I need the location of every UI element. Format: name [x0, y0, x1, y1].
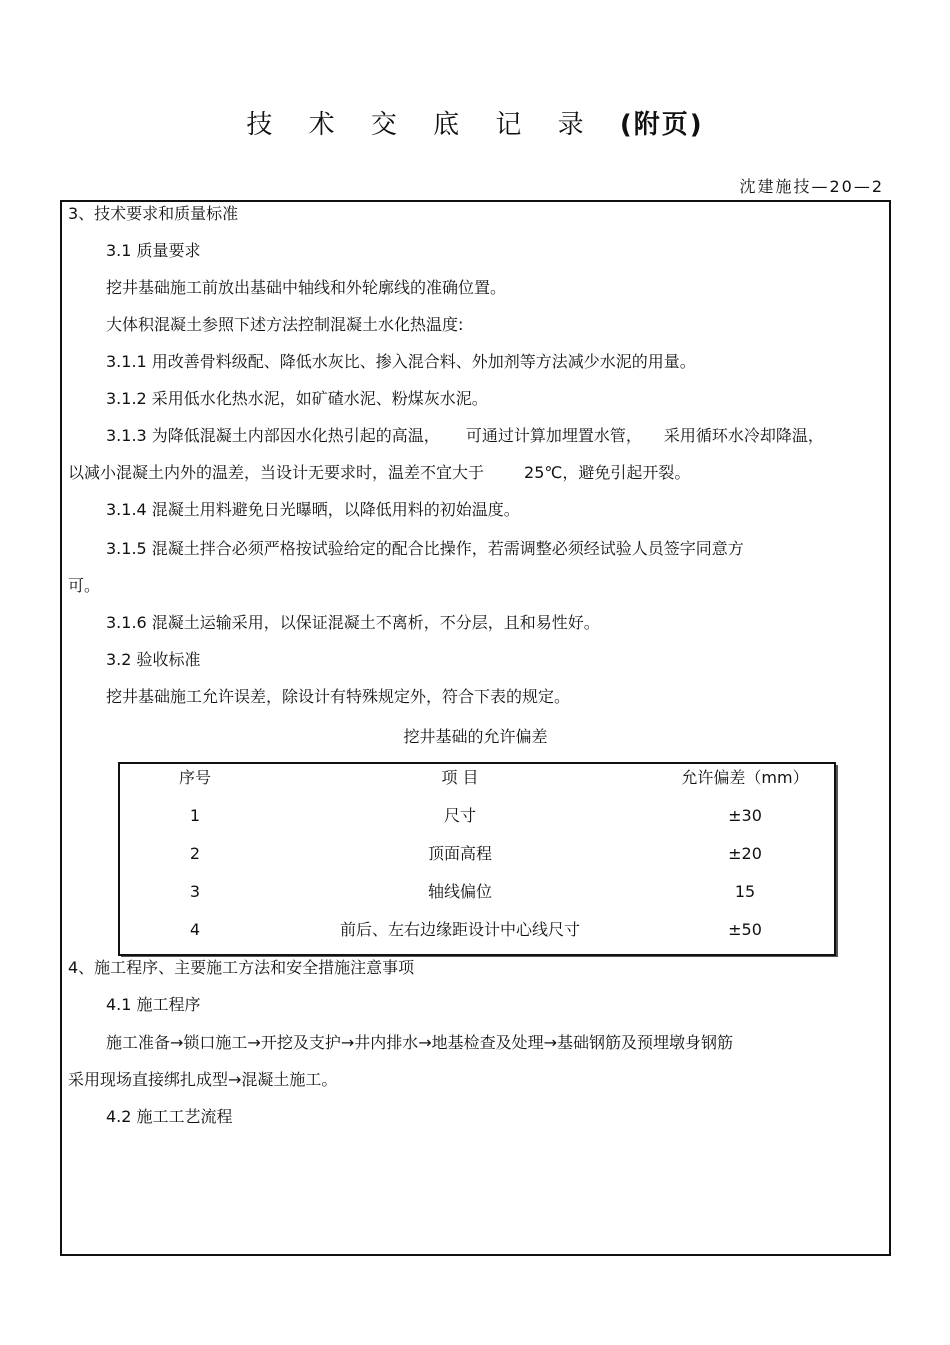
- column-header: 允许偏差（mm）: [681, 768, 809, 787]
- table-cell: 3: [189, 882, 201, 901]
- table-cell: 2: [189, 844, 201, 863]
- item-3-1-3-continued: 以减小混凝土内外的温差，当设计无要求时，温差不宜大于 25℃，避免引起开裂。: [68, 463, 691, 482]
- table-cell: 前后、左右边缘距设计中心线尺寸: [339, 920, 580, 939]
- table-cell: ±30: [728, 806, 762, 825]
- item-3-1-5-continued: 可。: [68, 576, 101, 595]
- table-cell: 15: [734, 882, 756, 901]
- section-4-2-heading: 4.2 施工工艺流程: [106, 1107, 233, 1126]
- table-cell: ±50: [728, 920, 762, 939]
- item-3-1-5: 3.1.5 混凝土拌合必须严格按试验给定的配合比操作，若需调整必须经试验人员签字同意方: [106, 539, 744, 558]
- table-cell: ±20: [728, 844, 762, 863]
- section-3-2-heading: 3.2 验收标准: [106, 650, 201, 669]
- paragraph-continued: 采用现场直接绑扎成型→混凝土施工。: [68, 1070, 338, 1089]
- table-row: [120, 911, 834, 949]
- column-header: 项 目: [441, 768, 479, 787]
- table-cell: 1: [189, 806, 201, 825]
- tolerance-table: [118, 762, 836, 956]
- item-3-1-2: 3.1.2 采用低水化热水泥，如矿碴水泥、粉煤灰水泥。: [106, 389, 488, 408]
- section-3-heading: 3、技术要求和质量标准: [68, 204, 239, 223]
- paragraph: 施工准备→锁口施工→开挖及支护→井内排水→地基检查及处理→基础钢筋及预埋墩身钢筋: [106, 1033, 734, 1052]
- column-header: 序号: [178, 768, 211, 787]
- table-cell: 轴线偏位: [427, 882, 492, 901]
- table-row: [120, 835, 834, 873]
- paragraph: 大体积混凝土参照下述方法控制混凝土水化热温度:: [106, 315, 464, 334]
- section-4-1-heading: 4.1 施工程序: [106, 995, 201, 1014]
- item-3-1-3: 3.1.3 为降低混凝土内部因水化热引起的高温， 可通过计算加埋置水管， 采用循环水冷却降温，: [106, 426, 824, 445]
- table-header-row: [120, 759, 834, 797]
- table-row: [120, 873, 834, 911]
- content-frame: [60, 200, 891, 1256]
- table-cell: 顶面高程: [427, 844, 492, 863]
- document-number: 沈建施技—20—2: [739, 177, 884, 196]
- paragraph: 挖井基础施工前放出基础中轴线和外轮廓线的准确位置。: [106, 278, 507, 297]
- table-cell: 4: [189, 920, 201, 939]
- item-3-1-6: 3.1.6 混凝土运输采用，以保证混凝土不离析，不分层，且和易性好。: [106, 613, 600, 632]
- paragraph: 挖井基础施工允许误差，除设计有特殊规定外，符合下表的规定。: [106, 687, 571, 706]
- section-4-heading: 4、施工程序、主要施工方法和安全措施注意事项: [68, 958, 415, 977]
- item-3-1-1: 3.1.1 用改善骨料级配、降低水灰比、掺入混合料、外加剂等方法减少水泥的用量。: [106, 352, 696, 371]
- item-3-1-4: 3.1.4 混凝土用料避免日光曝晒，以降低用料的初始温度。: [106, 500, 520, 519]
- table-cell: 尺寸: [443, 806, 476, 825]
- section-3-1-heading: 3.1 质量要求: [106, 241, 201, 260]
- table-caption: 挖井基础的允许偏差: [403, 727, 548, 746]
- page-title: 技 术 交 底 记 录 (附页): [246, 110, 704, 140]
- table-row: [120, 797, 834, 835]
